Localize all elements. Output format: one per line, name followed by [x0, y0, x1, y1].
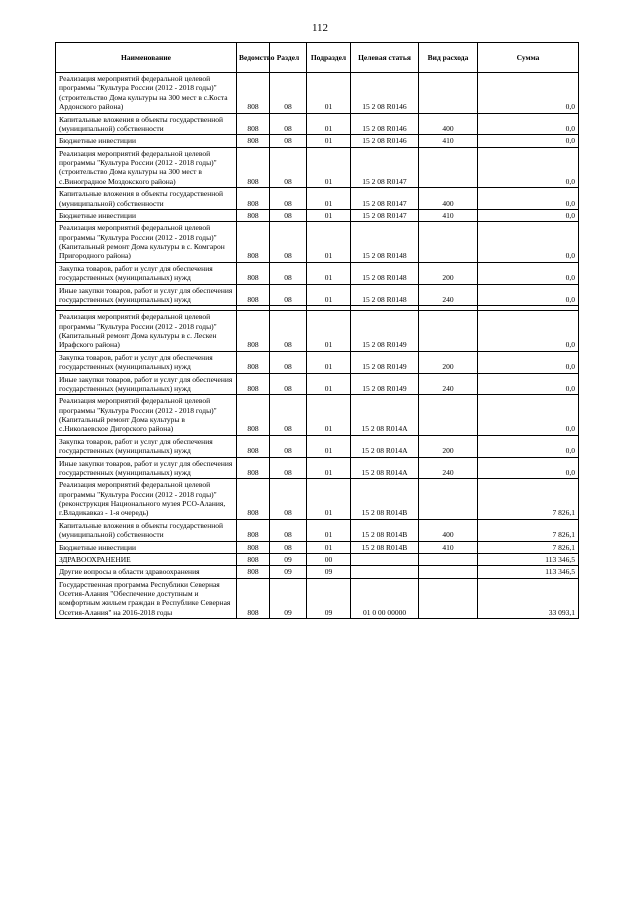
cell-section: 08 — [270, 113, 307, 135]
table-row — [56, 566, 579, 578]
cell-department: 808 — [237, 262, 270, 284]
cell-name: Реализация мероприятий федеральной целевой программы "Культура России (2012 - 2018 годы)"(Капитальный ремонт Дома культуры в с.Николаевское Дигорского района) — [56, 395, 237, 436]
cell-section: 09 — [270, 566, 307, 578]
table-body — [56, 73, 579, 619]
cell-target-article: 15 2 08 R014A — [351, 457, 419, 479]
cell-subsection: 01 — [307, 73, 351, 114]
table-row — [56, 188, 579, 210]
cell-department: 808 — [237, 566, 270, 578]
table-row — [56, 222, 579, 263]
cell-name: Реализация мероприятий федеральной целевой программы "Культура России (2012 - 2018 годы)" (Капитальный ремонт Дома культуры в с. Комгарон Пригородного района) — [56, 222, 237, 263]
cell-department: 808 — [237, 395, 270, 436]
cell-department: 808 — [237, 373, 270, 395]
cell-target-article: 15 2 08 R0147 — [351, 188, 419, 210]
cell-department: 808 — [237, 553, 270, 565]
cell-section: 08 — [270, 479, 307, 520]
table-row — [56, 135, 579, 147]
table-row — [56, 351, 579, 373]
cell-department: 808 — [237, 541, 270, 553]
cell-target-article: 15 2 08 R0146 — [351, 73, 419, 114]
page-number: 112 — [311, 22, 329, 34]
table-row — [56, 435, 579, 457]
cell-expense-type: 200 — [419, 435, 478, 457]
cell-target-article: 01 0 00 00000 — [351, 578, 419, 619]
cell-expense-type: 240 — [419, 284, 478, 306]
cell-target-article — [351, 566, 419, 578]
cell-department: 808 — [237, 351, 270, 373]
cell-department: 808 — [237, 311, 270, 352]
budget-table — [55, 42, 579, 619]
cell-expense-type — [419, 222, 478, 263]
table-row — [56, 541, 579, 553]
cell-sum: 0,0 — [478, 351, 579, 373]
column-header-section: Раздел — [270, 43, 307, 73]
cell-target-article: 15 2 08 R0147 — [351, 147, 419, 188]
column-header-subsection: Подраздел — [307, 43, 351, 73]
cell-subsection: 00 — [307, 553, 351, 565]
cell-department: 808 — [237, 222, 270, 263]
cell-department: 808 — [237, 209, 270, 221]
cell-section: 08 — [270, 373, 307, 395]
cell-target-article: 15 2 08 R014A — [351, 435, 419, 457]
cell-department: 808 — [237, 519, 270, 541]
cell-subsection: 09 — [307, 578, 351, 619]
cell-section: 08 — [270, 147, 307, 188]
cell-name: Другие вопросы в области здравоохранения — [56, 566, 237, 578]
cell-expense-type: 240 — [419, 457, 478, 479]
cell-expense-type: 400 — [419, 519, 478, 541]
cell-name: Иные закупки товаров, работ и услуг для обеспечения государственных (муниципальных) нужд — [56, 373, 237, 395]
table-header-row — [56, 43, 579, 73]
cell-subsection: 01 — [307, 435, 351, 457]
cell-expense-type: 410 — [419, 209, 478, 221]
cell-name: Капитальные вложения в объекты государственной (муниципальной) собственности — [56, 113, 237, 135]
table-row — [56, 113, 579, 135]
cell-target-article: 15 2 08 R0148 — [351, 284, 419, 306]
cell-subsection: 01 — [307, 311, 351, 352]
cell-sum: 0,0 — [478, 395, 579, 436]
cell-sum: 0,0 — [478, 113, 579, 135]
cell-section: 08 — [270, 135, 307, 147]
cell-subsection: 01 — [307, 519, 351, 541]
cell-name: Закупка товаров, работ и услуг для обеспечения государственных (муниципальных) нужд — [56, 262, 237, 284]
cell-subsection: 01 — [307, 113, 351, 135]
cell-name: Иные закупки товаров, работ и услуг для обеспечения государственных (муниципальных) нужд — [56, 457, 237, 479]
cell-expense-type: 240 — [419, 373, 478, 395]
cell-subsection: 01 — [307, 262, 351, 284]
column-header-sum: Сумма — [478, 43, 579, 73]
cell-target-article: 15 2 08 R014A — [351, 395, 419, 436]
cell-subsection: 09 — [307, 566, 351, 578]
cell-expense-type — [419, 578, 478, 619]
cell-expense-type: 400 — [419, 188, 478, 210]
cell-section: 08 — [270, 457, 307, 479]
cell-section: 08 — [270, 188, 307, 210]
cell-section: 09 — [270, 578, 307, 619]
cell-name: Закупка товаров, работ и услуг для обеспечения государственных (муниципальных) нужд — [56, 351, 237, 373]
cell-expense-type — [419, 311, 478, 352]
cell-target-article: 15 2 08 R0149 — [351, 351, 419, 373]
cell-sum: 0,0 — [478, 135, 579, 147]
cell-sum: 7 826,1 — [478, 519, 579, 541]
cell-name: Капитальные вложения в объекты государственной (муниципальной) собственности — [56, 519, 237, 541]
cell-department: 808 — [237, 135, 270, 147]
table-row — [56, 284, 579, 306]
cell-sum: 0,0 — [478, 435, 579, 457]
cell-expense-type: 410 — [419, 541, 478, 553]
cell-expense-type — [419, 566, 478, 578]
cell-subsection: 01 — [307, 351, 351, 373]
cell-section: 08 — [270, 284, 307, 306]
cell-sum: 33 093,1 — [478, 578, 579, 619]
cell-subsection: 01 — [307, 209, 351, 221]
cell-section: 08 — [270, 519, 307, 541]
cell-department: 808 — [237, 188, 270, 210]
cell-expense-type: 410 — [419, 135, 478, 147]
cell-department: 808 — [237, 578, 270, 619]
cell-sum: 0,0 — [478, 209, 579, 221]
cell-sum: 113 346,5 — [478, 566, 579, 578]
table-row — [56, 479, 579, 520]
cell-subsection: 01 — [307, 395, 351, 436]
cell-department: 808 — [237, 73, 270, 114]
cell-section: 08 — [270, 222, 307, 263]
cell-sum: 0,0 — [478, 222, 579, 263]
cell-section: 09 — [270, 553, 307, 565]
cell-department: 808 — [237, 284, 270, 306]
table-row — [56, 373, 579, 395]
table-row — [56, 209, 579, 221]
table-row — [56, 457, 579, 479]
cell-subsection: 01 — [307, 541, 351, 553]
cell-subsection: 01 — [307, 457, 351, 479]
cell-sum: 7 826,1 — [478, 541, 579, 553]
cell-sum: 7 826,1 — [478, 479, 579, 520]
cell-target-article: 15 2 08 R0149 — [351, 373, 419, 395]
column-header-expense-type: Вид расхода — [419, 43, 478, 73]
cell-expense-type — [419, 395, 478, 436]
cell-section: 08 — [270, 262, 307, 284]
cell-subsection: 01 — [307, 147, 351, 188]
cell-name: Закупка товаров, работ и услуг для обеспечения государственных (муниципальных) нужд — [56, 435, 237, 457]
cell-subsection: 01 — [307, 188, 351, 210]
cell-department: 808 — [237, 479, 270, 520]
cell-expense-type: 200 — [419, 351, 478, 373]
cell-expense-type — [419, 73, 478, 114]
cell-name: Капитальные вложения в объекты государственной (муниципальной) собственности — [56, 188, 237, 210]
cell-department: 808 — [237, 147, 270, 188]
column-header-target-article: Целевая статья — [351, 43, 419, 73]
cell-section: 08 — [270, 209, 307, 221]
cell-name: Государственная программа Республики Северная Осетия-Алания "Обеспечение доступным и комфортным жильем граждан в Республике Северная Осетия-Алания" на 2016-2018 годы — [56, 578, 237, 619]
cell-expense-type — [419, 147, 478, 188]
cell-section: 08 — [270, 351, 307, 373]
cell-subsection: 01 — [307, 135, 351, 147]
cell-target-article: 15 2 08 R014B — [351, 541, 419, 553]
cell-section: 08 — [270, 73, 307, 114]
table-row — [56, 311, 579, 352]
cell-sum: 0,0 — [478, 147, 579, 188]
cell-section: 08 — [270, 435, 307, 457]
cell-subsection: 01 — [307, 222, 351, 263]
table-row — [56, 553, 579, 565]
cell-sum: 0,0 — [478, 284, 579, 306]
cell-sum: 0,0 — [478, 457, 579, 479]
cell-expense-type: 200 — [419, 262, 478, 284]
cell-sum: 113 346,5 — [478, 553, 579, 565]
column-header-department: Ведомство — [237, 43, 270, 73]
cell-name: Бюджетные инвестиции — [56, 209, 237, 221]
cell-name: Бюджетные инвестиции — [56, 135, 237, 147]
cell-target-article: 15 2 08 R0149 — [351, 311, 419, 352]
cell-department: 808 — [237, 457, 270, 479]
cell-target-article — [351, 553, 419, 565]
cell-name: Реализация мероприятий федеральной целевой программы "Культура России (2012 - 2018 годы)" (строительство Дома культуры на 300 мест в с.Коста Ардонского района) — [56, 73, 237, 114]
cell-target-article: 15 2 08 R0148 — [351, 262, 419, 284]
cell-sum: 0,0 — [478, 73, 579, 114]
cell-subsection: 01 — [307, 373, 351, 395]
cell-target-article: 15 2 08 R0147 — [351, 209, 419, 221]
table-row — [56, 73, 579, 114]
table-row — [56, 395, 579, 436]
cell-expense-type: 400 — [419, 113, 478, 135]
cell-section: 08 — [270, 311, 307, 352]
cell-name: Реализация мероприятий федеральной целевой программы "Культура России (2012 - 2018 годы)" (Капитальный ремонт Дома культуры в с. Лескен Ирафского района) — [56, 311, 237, 352]
cell-department: 808 — [237, 435, 270, 457]
cell-subsection: 01 — [307, 479, 351, 520]
cell-sum: 0,0 — [478, 311, 579, 352]
cell-name: Реализация мероприятий федеральной целевой программы "Культура России (2012 - 2018 годы)" (строительство Дома культуры на 300 мест в с.Виноградное Моздокского района) — [56, 147, 237, 188]
cell-target-article: 15 2 08 R0146 — [351, 113, 419, 135]
cell-target-article: 15 2 08 R014B — [351, 479, 419, 520]
table-row — [56, 519, 579, 541]
cell-target-article: 15 2 08 R014B — [351, 519, 419, 541]
cell-sum: 0,0 — [478, 262, 579, 284]
cell-expense-type — [419, 553, 478, 565]
cell-name: Реализация мероприятий федеральной целевой программы "Культура России (2012 - 2018 годы)" (реконструкция Национального музея РСО-Алания, г.Владикавказ - 1-я очередь) — [56, 479, 237, 520]
cell-name: Бюджетные инвестиции — [56, 541, 237, 553]
cell-sum: 0,0 — [478, 188, 579, 210]
cell-subsection: 01 — [307, 284, 351, 306]
cell-sum: 0,0 — [478, 373, 579, 395]
column-header-name: Наименование — [56, 43, 237, 73]
cell-target-article: 15 2 08 R0146 — [351, 135, 419, 147]
cell-expense-type — [419, 479, 478, 520]
cell-name: Иные закупки товаров, работ и услуг для обеспечения государственных (муниципальных) нужд — [56, 284, 237, 306]
table-row — [56, 578, 579, 619]
cell-section: 08 — [270, 395, 307, 436]
table-row — [56, 262, 579, 284]
cell-section: 08 — [270, 541, 307, 553]
cell-target-article: 15 2 08 R0148 — [351, 222, 419, 263]
cell-name: ЗДРАВООХРАНЕНИЕ — [56, 553, 237, 565]
cell-department: 808 — [237, 113, 270, 135]
table-row — [56, 147, 579, 188]
